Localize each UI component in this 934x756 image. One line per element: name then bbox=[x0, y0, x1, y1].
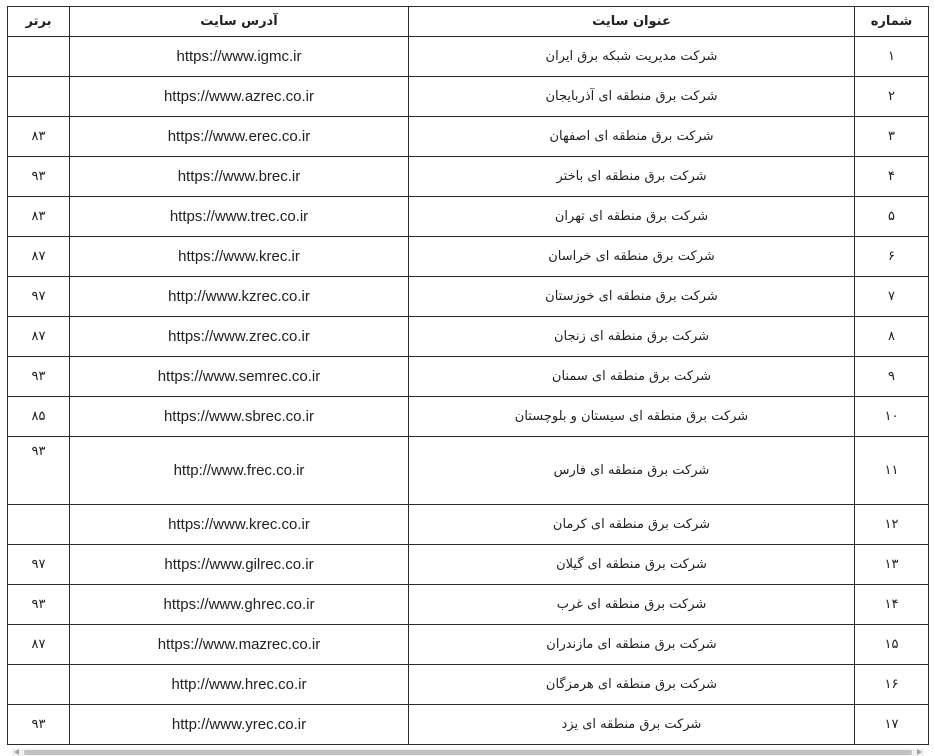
row-top: ۹۳ bbox=[8, 705, 70, 745]
row-url[interactable]: http://www.kzrec.co.ir bbox=[70, 277, 409, 317]
table-header-row bbox=[8, 7, 929, 37]
table-row bbox=[8, 397, 929, 437]
row-top bbox=[8, 77, 70, 117]
row-number: ۶ bbox=[855, 237, 929, 277]
row-url[interactable]: https://www.gilrec.co.ir bbox=[70, 545, 409, 585]
sites-table bbox=[7, 6, 929, 745]
row-number: ۱۲ bbox=[855, 505, 929, 545]
row-number: ۱۰ bbox=[855, 397, 929, 437]
row-title: شرکت برق منطقه ای خوزستان bbox=[409, 277, 855, 317]
row-top: ۸۷ bbox=[8, 625, 70, 665]
row-top: ۸۵ bbox=[8, 397, 70, 437]
row-title: شرکت برق منطقه ای یزد bbox=[409, 705, 855, 745]
row-number: ۴ bbox=[855, 157, 929, 197]
row-top: ۹۳ bbox=[8, 437, 70, 505]
table-row bbox=[8, 665, 929, 705]
table-row bbox=[8, 157, 929, 197]
row-number: ۱۵ bbox=[855, 625, 929, 665]
horizontal-scrollbar[interactable] bbox=[12, 749, 924, 756]
row-title: شرکت برق منطقه ای کرمان bbox=[409, 505, 855, 545]
row-title: شرکت برق منطقه ای هرمزگان bbox=[409, 665, 855, 705]
sites-table-container bbox=[7, 6, 928, 745]
row-title: شرکت مدیریت شبکه برق ایران bbox=[409, 37, 855, 77]
row-url[interactable]: https://www.zrec.co.ir bbox=[70, 317, 409, 357]
row-number: ۲ bbox=[855, 77, 929, 117]
row-top: ۸۳ bbox=[8, 197, 70, 237]
row-url[interactable]: http://www.yrec.co.ir bbox=[70, 705, 409, 745]
row-url[interactable]: https://www.krec.ir bbox=[70, 237, 409, 277]
row-number: ۹ bbox=[855, 357, 929, 397]
row-url[interactable]: http://www.hrec.co.ir bbox=[70, 665, 409, 705]
row-title: شرکت برق منطقه ای غرب bbox=[409, 585, 855, 625]
row-url[interactable]: http://www.frec.co.ir bbox=[70, 437, 409, 505]
row-title: شرکت برق منطقه ای سیستان و بلوچستان bbox=[409, 397, 855, 437]
row-top: ۹۷ bbox=[8, 277, 70, 317]
row-url[interactable]: https://www.ghrec.co.ir bbox=[70, 585, 409, 625]
row-number: ۱۶ bbox=[855, 665, 929, 705]
row-url[interactable]: https://www.sbrec.co.ir bbox=[70, 397, 409, 437]
row-title: شرکت برق منطقه ای اصفهان bbox=[409, 117, 855, 157]
row-number: ۱۳ bbox=[855, 545, 929, 585]
row-top: ۹۷ bbox=[8, 545, 70, 585]
row-top bbox=[8, 505, 70, 545]
row-number: ۳ bbox=[855, 117, 929, 157]
row-url[interactable]: https://www.semrec.co.ir bbox=[70, 357, 409, 397]
header-top: برتر bbox=[8, 7, 70, 37]
header-number: شماره bbox=[855, 7, 929, 37]
row-top: ۸۷ bbox=[8, 237, 70, 277]
table-row bbox=[8, 585, 929, 625]
header-url: آدرس سایت bbox=[70, 7, 409, 37]
row-top: ۸۷ bbox=[8, 317, 70, 357]
row-url[interactable]: https://www.brec.ir bbox=[70, 157, 409, 197]
row-url[interactable]: https://www.trec.co.ir bbox=[70, 197, 409, 237]
row-url[interactable]: https://www.azrec.co.ir bbox=[70, 77, 409, 117]
table-row bbox=[8, 705, 929, 745]
row-top: ۹۳ bbox=[8, 357, 70, 397]
table-row bbox=[8, 317, 929, 357]
table-row bbox=[8, 197, 929, 237]
table-row bbox=[8, 277, 929, 317]
row-title: شرکت برق منطقه ای خراسان bbox=[409, 237, 855, 277]
row-number: ۷ bbox=[855, 277, 929, 317]
row-title: شرکت برق منطقه ای سمنان bbox=[409, 357, 855, 397]
table-row bbox=[8, 357, 929, 397]
scroll-right-arrow-icon[interactable] bbox=[917, 749, 922, 755]
row-url[interactable]: https://www.erec.co.ir bbox=[70, 117, 409, 157]
row-top: ۹۳ bbox=[8, 585, 70, 625]
row-url[interactable]: https://www.mazrec.co.ir bbox=[70, 625, 409, 665]
row-number: ۱۴ bbox=[855, 585, 929, 625]
table-row bbox=[8, 505, 929, 545]
scroll-left-arrow-icon[interactable] bbox=[14, 749, 19, 755]
row-top bbox=[8, 37, 70, 77]
row-number: ۸ bbox=[855, 317, 929, 357]
table-row bbox=[8, 77, 929, 117]
row-title: شرکت برق منطقه ای باختر bbox=[409, 157, 855, 197]
table-row bbox=[8, 37, 929, 77]
row-title: شرکت برق منطقه ای گیلان bbox=[409, 545, 855, 585]
table-row bbox=[8, 117, 929, 157]
row-title: شرکت برق منطقه ای تهران bbox=[409, 197, 855, 237]
row-url[interactable]: https://www.igmc.ir bbox=[70, 37, 409, 77]
row-number: ۱ bbox=[855, 37, 929, 77]
row-number: ۱۱ bbox=[855, 437, 929, 505]
table-row bbox=[8, 437, 929, 505]
row-top bbox=[8, 665, 70, 705]
scrollbar-thumb[interactable] bbox=[24, 750, 912, 755]
row-url[interactable]: https://www.krec.co.ir bbox=[70, 505, 409, 545]
row-title: شرکت برق منطقه ای آذربایجان bbox=[409, 77, 855, 117]
row-top: ۹۳ bbox=[8, 157, 70, 197]
row-number: ۵ bbox=[855, 197, 929, 237]
row-number: ۱۷ bbox=[855, 705, 929, 745]
header-title: عنوان سایت bbox=[409, 7, 855, 37]
row-top: ۸۳ bbox=[8, 117, 70, 157]
table-row bbox=[8, 545, 929, 585]
row-title: شرکت برق منطقه ای زنجان bbox=[409, 317, 855, 357]
table-row bbox=[8, 625, 929, 665]
row-title: شرکت برق منطقه ای مازندران bbox=[409, 625, 855, 665]
table-row bbox=[8, 237, 929, 277]
row-title: شرکت برق منطقه ای فارس bbox=[409, 437, 855, 505]
